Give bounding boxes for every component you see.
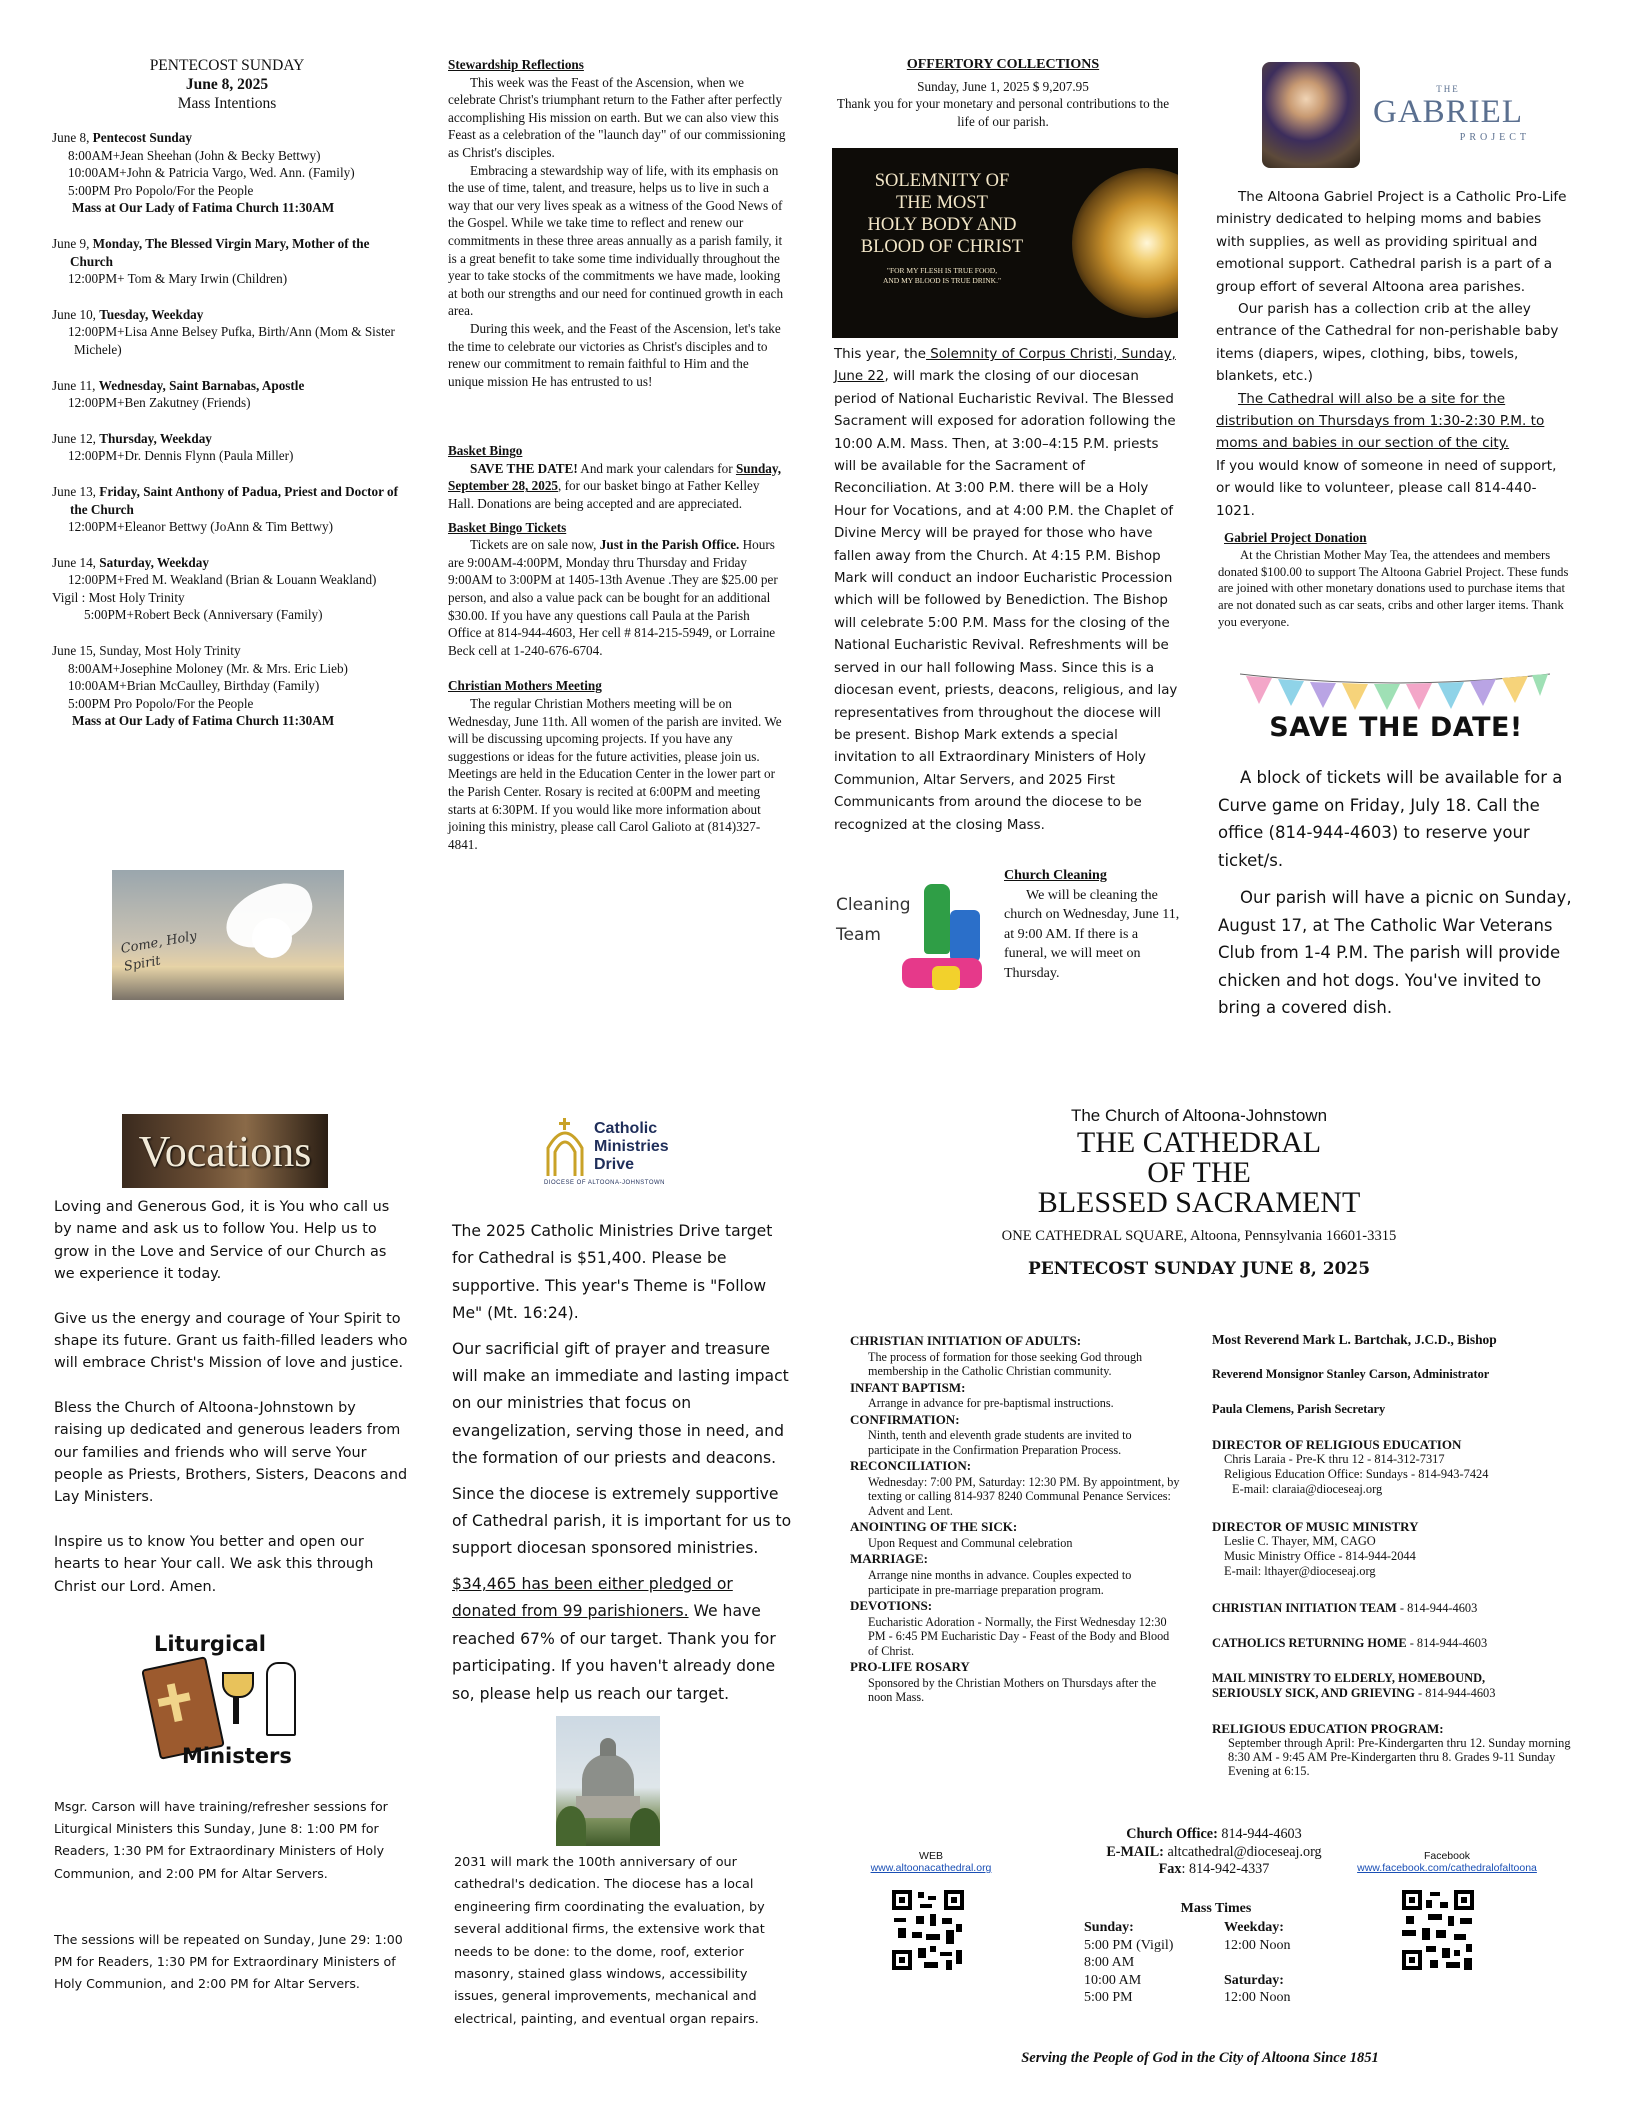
initiation-team: CHRISTIAN INITIATION TEAM - 814-944-4603 (1212, 1601, 1478, 1615)
bingo-tickets-title: Basket Bingo Tickets (448, 519, 567, 535)
masthead-church: The Church of Altoona-Johnstown (1070, 1106, 1328, 1125)
intention-line: 12:00PM+Dr. Dennis Flynn (Paula Miller) (68, 448, 294, 464)
gabriel-p4: If you would know of someone in need of support, or would like to volunteer, please call 814-440-1021. (1216, 457, 1557, 519)
sacrament-text: Sponsored by the Christian Mothers on Thursdays after the noon Mass. (868, 1675, 1157, 1705)
stewardship-p3: During this week, and the Feast of the Ascension, let's take the time to celebrate our victories as Christ's disciples and to renew our commitment to remain faithful to Him and the unique mission He has entrusted to us! (448, 320, 781, 389)
intention-line: 8:00AM+Josephine Moloney (Mr. & Mrs. Eric Lieb) (68, 660, 348, 676)
stewardship-p2: Embracing a stewardship way of life, with its emphasis on the use of time, talent, and treasure, helps us to live in such a way that our very lives speak as a witness of the Good News of the Gospel. While we take time to reflect and renew our commitments in these three areas annually as a parish family, it is a great benefit to take some time individually throughout the year to take stocks of the commitments we have made, looking at both our strengths and our need for continued growth in each area. (448, 162, 784, 319)
offertory-column (828, 56, 1178, 130)
mothers-text: The regular Christian Mothers meeting will be on Wednesday, June 11th. All women of the parish are invited. We will be discussing upcoming projects. If you have any suggestions or ideas for the future activities, please join us. Meetings are held in the Education Center in the lower part or the Parish Center. Rosary is recited at 6:00PM and meeting starts at 6:30PM. If you would like more information about joining this ministry, please call Carol Galioto at (814)327-4841. (448, 696, 782, 852)
dove-image (112, 870, 344, 1000)
cmd-text (452, 1218, 794, 1708)
stewardship-title: Stewardship Reflections (448, 57, 584, 72)
sacrament-heading: CHRISTIAN INITIATION OF ADULTS: (850, 1333, 1082, 1348)
gabriel-donation (1218, 530, 1570, 631)
dre-heading: DIRECTOR OF RELIGIOUS EDUCATION (1212, 1437, 1462, 1452)
masthead-address: ONE CATHEDRAL SQUARE, Altoona, Pennsylvania 16601-3315 (1001, 1228, 1397, 1244)
intention-line: 5:00PM+Robert Beck (Anniversary (Family) (84, 607, 323, 623)
sacrament-heading: PRO-LIFE ROSARY (850, 1659, 970, 1675)
saturday-heading: Saturday: (1224, 1972, 1284, 1988)
save-the-date-text (1218, 764, 1574, 1022)
bunting-decoration (1240, 670, 1550, 712)
masthead-date: PENTECOST SUNDAY JUNE 8, 2025 (1027, 1259, 1371, 1279)
motto: Serving the People of God in the City of Altoona Since 1851 (1021, 2050, 1379, 2066)
intention-line: 12:00PM+Eleanor Bettwy (JoAnn & Tim Bettwy) (68, 519, 333, 535)
sacrament-heading: INFANT BAPTISM: (850, 1379, 966, 1395)
sacrament-heading: CONFIRMATION: (850, 1411, 960, 1427)
web-qr-code (890, 1888, 966, 1972)
intention-day: June 8, Pentecost Sunday 8:00AM+Jean Sheehan (John & Becky Bettwy) 10:00AM+John & Patricia Vargo, Wed. Ann. (Family) 5:00PM Pro Popolo/For the People Mass at Our Lady of Fatima Church 11:30AM (52, 129, 412, 217)
intention-line: 5:00PM Pro Popolo/For the People (68, 182, 254, 198)
solemnity-line1: SOLEMNITY OF (874, 171, 1010, 191)
bingo-title: Basket Bingo (448, 443, 523, 459)
liturgical-p2: The sessions will be repeated on Sunday, June 29: 1:00 PM for Readers, 1:30 PM for Extraordinary Ministers of Holy Communion, and 2:00 PM for Altar Servers. (54, 1931, 403, 1992)
cmd-logo-icon (544, 1118, 586, 1178)
mass-times (1076, 1900, 1356, 2031)
sacrament-text: Arrange in advance for pre-baptismal instructions. (868, 1396, 1114, 1411)
weekday-time: 12:00 Noon (1224, 1937, 1291, 1953)
intention-day: June 11, Wednesday, Saint Barnabas, Apostle 12:00PM+Ben Zakutney (Friends) (52, 377, 412, 412)
intention-day: June 10, Tuesday, Weekday 12:00PM+Lisa Anne Belsey Pufka, Birth/Ann (Mom & Sister Michele) (52, 306, 412, 359)
dove-caption: Come, Holy Spirit (119, 928, 198, 975)
save-the-date-heading: SAVE THE DATE! (1269, 712, 1523, 743)
gabriel-text (1216, 186, 1568, 522)
fatima-mass-note: Mass at Our Lady of Fatima Church 11:30AM (72, 713, 335, 729)
intention-day: June 15, Sunday, Most Holy Trinity 8:00AM+Josephine Moloney (Mr. & Mrs. Eric Lieb) 10:00AM+Brian McCaulley, Birthday (Family) 5:00PM Pro Popolo/For the People Mass at Our Lady of Fatima Church 11:30AM (52, 642, 412, 730)
picnic-text: Our parish will have a picnic on Sunday, August 17, at The Catholic War Veterans Club from 1-4 P.M. The parish will provide chicken and hot dogs. You've invited to bring a covered dish. (1218, 888, 1572, 1017)
masthead-name2: OF THE (1147, 1156, 1251, 1189)
cleaning-title: Church Cleaning (1004, 868, 1107, 883)
intention-day: June 9, Monday, The Blessed Virgin Mary, Mother of the Church 12:00PM+ Tom & Mary Irwin (Children) (52, 235, 412, 288)
solemnity-line3: HOLY BODY AND (867, 215, 1017, 235)
anniversary-text: 2031 will mark the 100th anniversary of our cathedral's dedication. The diocese has a local engineering firm coordinating the evaluation, by several additional firms, the extensive work that needs to be done: to the dome, roof, exterior masonry, stained glass windows, accessibility issues, general improvements, mechanical and electrical, painting, and eventual organ repairs. (454, 1855, 765, 2027)
weekday-heading: Weekday: (1224, 1920, 1284, 1936)
cmd-logo: Catholic Ministries Drive DIOCESE OF ALTOONA-JOHNSTOWN (544, 1120, 669, 1186)
solemnity-image: SOLEMNITY OF THE MOST HOLY BODY AND BLOOD OF CHRIST "FOR MY FLESH IS TRUE FOOD, AND MY BLOOD IS TRUE DRINK." (832, 148, 1178, 338)
sunday-mass-time: 8:00 AM (1084, 1955, 1135, 1971)
intentions-title: PENTECOST SUNDAY (149, 57, 305, 74)
bishop: Most Reverend Mark L. Bartchak, J.C.D., Bishop (1212, 1332, 1497, 1347)
liturgical-ministers-text (54, 1796, 404, 1995)
fatima-mass-note: Mass at Our Lady of Fatima Church 11:30AM (72, 200, 335, 216)
vocations-p3: Bless the Church of Altoona-Johnstown by raising up dedicated and generous leaders from our families and friends who will serve Your people as Priests, Brothers, Sisters, Deacons and Lay Ministers. (54, 1399, 408, 1506)
church-office: Church Office: 814-944-4603 (1126, 1826, 1302, 1842)
intention-line: 10:00AM+John & Patricia Vargo, Wed. Ann. (Family) (68, 165, 355, 181)
gabriel-p2: Our parish has a collection crib at the alley entrance of the Cathedral for non-perishable baby items (diapers, wipes, clothing, bibs, towels, blankets, etc.) (1216, 301, 1559, 385)
vocations-p1: Loving and Generous God, it is You who call us by name and ask us to follow You. Help us to grow in the Love and Service of our Church as we experience it today. (54, 1199, 390, 1283)
sunday-heading: Sunday: (1084, 1920, 1134, 1936)
offertory-title: OFFERTORY COLLECTIONS (906, 57, 1100, 72)
intention-line: 8:00AM+Jean Sheehan (John & Becky Bettwy) (68, 147, 321, 163)
madonna-image (1262, 62, 1360, 168)
intention-line: 12:00PM+ Tom & Mary Irwin (Children) (68, 271, 288, 287)
email: E-MAIL: altcathedral@dioceseaj.org (1106, 1843, 1322, 1860)
sacrament-heading: MARRIAGE: (850, 1551, 928, 1567)
sacrament-heading: DEVOTIONS: (850, 1598, 933, 1614)
sacrament-heading: RECONCILIATION: (850, 1458, 972, 1474)
intentions-subtitle: Mass Intentions (177, 95, 277, 112)
sacrament-text: Arrange nine months in advance. Couples expected to participate in pre-marriage preparation program. (868, 1568, 1132, 1597)
fax: Fax: 814-942-4337 (1158, 1861, 1270, 1878)
intention-line: 5:00PM Pro Popolo/For the People (68, 695, 254, 711)
facebook-qr-code (1400, 1888, 1476, 1972)
religious-ed-heading: RELIGIOUS EDUCATION PROGRAM: (1212, 1721, 1444, 1736)
vocations-p4: Inspire us to know You better and open our hearts to hear Your call. We ask this through Christ our Lord. Amen. (54, 1533, 374, 1595)
cleaning-image: Cleaning Team (832, 870, 984, 996)
sacrament-text: The process of formation for those seeking God through membership in the Catholic Christian community. (868, 1349, 1143, 1379)
staff-directory: Most Reverend Mark L. Bartchak, J.C.D., Bishop Reverend Monsignor Stanley Carson, Administrator Paula Clemens, Parish Secretary DIRECTOR OF RELIGIOUS EDUCATION Chris Laraia - Pre-K thru 12 - 814-312-7317 Religious Education Office: Sundays - 814-943-7424 E-mail: claraia@dioceseaj.org DIRECTOR OF MUSIC MINISTRY Leslie C. Thayer, MM, CAGO Music Ministry Office - 814-944-2044 E-mail: lthayer@dioceseaj.org CHRISTIAN INITIATION TEAM - 814-944-4603 CATHOLICS RETURNING HOME - 814-944-4603 MAIL MINISTRY TO ELDERLY, HOMEBOUND, SERIOUSLY SICK, AND GRIEVING - 814-944-4603 RELIGIOUS EDUCATION PROGRAM: September through April: Pre-Kindergarten thru 12. Sunday morning 8:30 AM - 9:45 AM Pre-Kindergarten thru 8. Grades 9-11 Sunday Evening at 6:15. (1212, 1332, 1571, 1778)
intention-line: 10:00AM+Brian McCaulley, Birthday (Family) (68, 678, 320, 694)
intention-line: 12:00PM+Ben Zakutney (Friends) (68, 395, 251, 411)
mothers-title: Christian Mothers Meeting (448, 678, 602, 694)
sunday-mass-time: 5:00 PM (1084, 1990, 1133, 2006)
intention-day: June 12, Thursday, Weekday 12:00PM+Dr. Dennis Flynn (Paula Miller) (52, 430, 412, 465)
gabriel-logo: THE GABRIEL PROJECT (1262, 62, 1534, 168)
cleaning-text: We will be cleaning the church on Wednesday, June 11, at 9:00 AM. If there is a funeral, we will meet on Thursday. (1004, 887, 1180, 981)
secretary: Paula Clemens, Parish Secretary (1212, 1402, 1386, 1416)
cmd-p1: The 2025 Catholic Ministries Drive target for Cathedral is $51,400. Please be supportive. This year's Theme is "Follow Me" (Mt. 16:24). (452, 1222, 773, 1323)
curve-game-text: A block of tickets will be available for a Curve game on Friday, July 18. Call the office (814-944-4603) to reserve your ticket/s. (1218, 768, 1563, 870)
offertory-amount: Sunday, June 1, 2025 $ 9,207.95 (917, 78, 1089, 94)
masthead-name3: BLESSED SACRAMENT (1037, 1186, 1361, 1219)
cathedral-dome-image (556, 1716, 660, 1846)
bingo-tickets-text: Tickets are on sale now, Just in the Parish Office. Hours are 9:00AM-4:00PM, Monday thru Thursday and Friday 9:00AM to 3:00PM at 1405-13th Avenue .They are $25.00 per person, and also a value pack can be bought for an additional $30.00. If you have any questions call Paula at the Parish Office at 814-944-4603, Her cell # 814-215-5949, or Lorraine Beck cell at 1-240-676-6704. (448, 537, 778, 658)
sacrament-text: Ninth, tenth and eleventh grade students are invited to participate in the Confirmation Preparation Process. (868, 1428, 1132, 1457)
vigil-heading: Vigil : Most Holy Trinity (52, 589, 185, 605)
gabriel-p3: The Cathedral will also be a site for the distribution on Thursdays from 1:30-2:30 P.M. to moms and babies in our section of the city. (1216, 390, 1545, 452)
web-block: WEB www.altoonacathedral.org (870, 1850, 992, 1874)
sacrament-text: Upon Request and Communal celebration (868, 1535, 1073, 1550)
sunday-mass-time: 5:00 PM (Vigil) (1084, 1937, 1174, 1953)
cleaning-section (1004, 866, 1180, 984)
saturday-time: 12:00 Noon (1224, 1990, 1291, 2006)
facebook-link[interactable]: www.facebook.com/cathedralofaltoona (1357, 1862, 1537, 1874)
cmd-p4: $34,465 has been either pledged or donated from 99 parishioners. We have reached 67% of our target. Thank you for participating. If you haven't already done so, please help us reach our target. (452, 1574, 776, 1703)
intention-line: 12:00PM+Fred M. Weakland (Brian & Louann Weakland) (68, 572, 377, 588)
mass-intentions (52, 56, 412, 975)
vocations-p2: Give us the energy and courage of Your Spirit to shape its future. Grant us faith-filled leaders who will embrace Christ's Mission of love and justice. (54, 1310, 408, 1372)
gabriel-p1: The Altoona Gabriel Project is a Catholic Pro-Life ministry dedicated to helping moms and babies with supplies, as well as providing spiritual and emotional support. Cathedral parish is a part of a group effort of several Altoona area parishes. (1216, 189, 1567, 295)
cmd-p2: Our sacrificial gift of prayer and treasure will make an immediate and lasting impact on our ministries that focus on evangelization, serving those in need, and the formation of our priests and deacons. (452, 1339, 789, 1468)
vocations-prayer (54, 1196, 408, 1598)
masthead-name1: THE CATHEDRAL (1076, 1126, 1322, 1159)
corpus-christi-text: This year, the Solemnity of Corpus Christi, Sunday, June 22, will mark the closing of our diocesan period of National Eucharistic Revival. The Blessed Sacrament will exposed for adoration following the 10:00 A.M. Mass. Then, at 3:00–4:15 P.M. priests will be available for the Sacrament of Reconciliation. At 3:00 P.M. there will be a Holy Hour for Vocations, and at 4:00 P.M. the Chaplet of Divine Mercy will be prayed for those who have fallen away from the Church. At 4:15 P.M. Bishop Mark will conduct an indoor Eucharistic Procession which will be followed by Benediction. The Bishop will celebrate 5:00 P.M. Mass for the closing of the National Eucharistic Revival. Refreshments will be served in our hall following Mass. Since this is a diocesan event, priests, deacons, religious, and lay representatives from throughout the diocese will be present. Bishop Mark extends a special invitation to all Extraordinary Ministers of Holy Communion, Altar Servers, and 2025 First Communicants from around the diocese to be recognized at the closing Mass. (834, 347, 1178, 833)
facebook-block: Facebook www.facebook.com/cathedralofaltoona (1357, 1850, 1537, 1874)
administrator: Reverend Monsignor Stanley Carson, Administrator (1212, 1367, 1490, 1381)
intentions-date: June 8, 2025 (185, 76, 269, 93)
stewardship-p1: This week was the Feast of the Ascension, when we celebrate Christ's triumphant return to the Father after perfectly accomplishing His mission on earth. But we can also view this Feast as a celebration of the "launch day" of our commissioning as Christ's disciples. (448, 74, 786, 160)
music-heading: DIRECTOR OF MUSIC MINISTRY (1212, 1519, 1419, 1534)
sacrament-text: Eucharistic Adoration - Normally, the First Wednesday 12:30 PM - 6:45 PM Eucharistic Day - Feast of the Body and Blood of Christ. (868, 1614, 1170, 1658)
intention-day: June 14, Saturday, Weekday 12:00PM+Fred M. Weakland (Brian & Louann Weakland) Vigil : Most Holy Trinity 5:00PM+Robert Beck (Anniversary (Family) (52, 554, 412, 624)
offertory-thanks: Thank you for your monetary and personal contributions to the life of our parish. (836, 96, 1170, 129)
liturgical-ministers-logo: Liturgical Ministers (148, 1632, 308, 1772)
sacrament-heading: ANOINTING OF THE SICK: (850, 1519, 1018, 1535)
solemnity-line2: THE MOST (896, 193, 988, 213)
intention-line: 12:00PM+Lisa Anne Belsey Pufka, Birth/Ann (Mom & Sister Michele) (68, 324, 395, 357)
masthead (924, 1106, 1474, 1279)
web-link[interactable]: www.altoonacathedral.org (870, 1862, 992, 1874)
mass-times-title: Mass Times (1180, 1901, 1252, 1916)
liturgical-p1: Msgr. Carson will have training/refresher sessions for Liturgical Ministers this Sunday, June 8: 1:00 PM for Readers, 1:30 PM for Extraordinary Ministers of Holy Communion, and 2:00 PM for Altar Servers. (54, 1799, 388, 1881)
catholics-returning: CATHOLICS RETURNING HOME - 814-944-4603 (1212, 1636, 1488, 1650)
sunday-mass-time: 10:00 AM (1084, 1972, 1142, 1988)
donation-text: At the Christian Mother May Tea, the attendees and members donated $100.00 to support The Altoona Gabriel Project. These funds are joined with other monetary donations used to purchase items that are not donated such as car seats, cribs and other larger items. Thank you everyone. (1218, 547, 1569, 629)
cmd-p3: Since the diocese is extremely supportive of Cathedral parish, it is important for us to support diocesan sponsored ministries. (452, 1484, 792, 1558)
intention-day: June 13, Friday, Saint Anthony of Padua, Priest and Doctor of the Church 12:00PM+Eleanor Bettwy (JoAnn & Tim Bettwy) (52, 483, 412, 536)
donation-title: Gabriel Project Donation (1224, 530, 1367, 545)
bingo-text: SAVE THE DATE! And mark your calendars for Sunday, September 28, 2025, for our basket bingo at Father Kelley Hall. Donations are being accepted and are appreciated. (448, 460, 782, 512)
sacrament-text: Wednesday: 7:00 PM, Saturday: 12:30 PM. By appointment, by texting or calling 814-937 8240 Communal Penance Services: Advent and Lent. (868, 1474, 1180, 1518)
solemnity-line4: BLOOD OF CHRIST (860, 237, 1024, 257)
mail-ministry: MAIL MINISTRY TO ELDERLY, HOMEBOUND, SERIOUSLY SICK, AND GRIEVING - 814-944-4603 (1212, 1671, 1496, 1700)
sacraments-list (850, 1332, 1180, 1705)
vocations-banner: Vocations (122, 1114, 328, 1188)
stewardship-column (448, 56, 786, 853)
